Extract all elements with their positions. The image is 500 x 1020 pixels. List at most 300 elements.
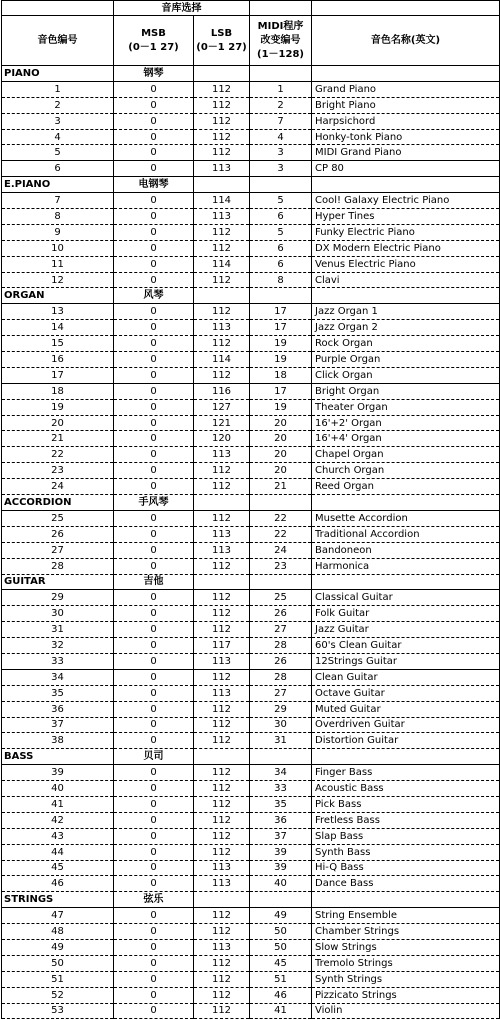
- program-change-value: 3: [250, 161, 312, 177]
- msb-value: 0: [114, 781, 194, 797]
- table-row: [2, 876, 500, 892]
- voice-name: 16'+4' Organ: [312, 431, 500, 447]
- msb-value: 0: [114, 812, 194, 828]
- lsb-value: 112: [194, 240, 250, 256]
- voice-name: Pick Bass: [312, 796, 500, 812]
- category-spacer: [312, 288, 500, 304]
- category-spacer: [194, 288, 250, 304]
- header-msb: MSB (0－1 27): [114, 16, 194, 66]
- program-change-value: 36: [250, 812, 312, 828]
- voice-number: 22: [2, 447, 114, 463]
- voice-name: Violin: [312, 1003, 500, 1019]
- lsb-value: 112: [194, 955, 250, 971]
- lsb-value: 112: [194, 606, 250, 622]
- category-name-cn: 钢琴: [114, 66, 194, 82]
- category-spacer: [312, 495, 500, 511]
- table-row: [2, 542, 500, 558]
- lsb-value: 112: [194, 828, 250, 844]
- table-body: [2, 66, 500, 1019]
- program-change-value: 50: [250, 924, 312, 940]
- voice-name: Dance Bass: [312, 876, 500, 892]
- program-change-value: 20: [250, 431, 312, 447]
- table-row: [2, 304, 500, 320]
- program-change-value: 40: [250, 876, 312, 892]
- program-change-value: 5: [250, 224, 312, 240]
- voice-name: CP 80: [312, 161, 500, 177]
- table-row: [2, 955, 500, 971]
- voice-name: Muted Guitar: [312, 701, 500, 717]
- msb-value: 0: [114, 558, 194, 574]
- voice-number: 19: [2, 399, 114, 415]
- voice-name: DX Modern Electric Piano: [312, 240, 500, 256]
- program-change-value: 41: [250, 1003, 312, 1019]
- voice-name: Chapel Organ: [312, 447, 500, 463]
- voice-number: 49: [2, 939, 114, 955]
- table-row: [2, 367, 500, 383]
- header-voice-name: 音色名称(英文): [312, 16, 500, 66]
- program-change-value: 22: [250, 526, 312, 542]
- lsb-value: 112: [194, 272, 250, 288]
- category-spacer: [250, 66, 312, 82]
- program-change-value: 27: [250, 622, 312, 638]
- voice-name: Jazz Organ 2: [312, 320, 500, 336]
- voice-number: 8: [2, 209, 114, 225]
- voice-name: Bright Piano: [312, 97, 500, 113]
- msb-value: 0: [114, 828, 194, 844]
- msb-value: 0: [114, 193, 194, 209]
- lsb-value: 114: [194, 352, 250, 368]
- voice-name: Clean Guitar: [312, 669, 500, 685]
- table-header: [2, 1, 500, 66]
- msb-value: 0: [114, 304, 194, 320]
- lsb-value: 113: [194, 939, 250, 955]
- voice-name: Cool! Galaxy Electric Piano: [312, 193, 500, 209]
- category-name: BASS: [2, 749, 114, 765]
- lsb-value: 112: [194, 463, 250, 479]
- category-name: GUITAR: [2, 574, 114, 590]
- table-row: [2, 129, 500, 145]
- voice-name: Pizzicato Strings: [312, 987, 500, 1003]
- voice-name: Hi-Q Bass: [312, 860, 500, 876]
- program-change-value: 19: [250, 336, 312, 352]
- table-row: [2, 908, 500, 924]
- category-name: ACCORDION: [2, 495, 114, 511]
- program-change-value: 25: [250, 590, 312, 606]
- program-change-value: 22: [250, 510, 312, 526]
- category-spacer: [194, 177, 250, 193]
- msb-value: 0: [114, 717, 194, 733]
- msb-value: 0: [114, 1003, 194, 1019]
- program-change-value: 33: [250, 781, 312, 797]
- table-row: [2, 987, 500, 1003]
- voice-number: 3: [2, 113, 114, 129]
- category-row: [2, 749, 500, 765]
- category-spacer: [250, 177, 312, 193]
- voice-name: Folk Guitar: [312, 606, 500, 622]
- msb-value: 0: [114, 733, 194, 749]
- table-row: [2, 765, 500, 781]
- voice-name: Synth Bass: [312, 844, 500, 860]
- lsb-value: 113: [194, 320, 250, 336]
- lsb-value: 112: [194, 908, 250, 924]
- table-row: [2, 81, 500, 97]
- table-row: [2, 479, 500, 495]
- voice-number: 4: [2, 129, 114, 145]
- program-change-value: 39: [250, 860, 312, 876]
- msb-value: 0: [114, 606, 194, 622]
- voice-number: 7: [2, 193, 114, 209]
- voice-name: Clavi: [312, 272, 500, 288]
- voice-number: 9: [2, 224, 114, 240]
- voice-name: Funky Electric Piano: [312, 224, 500, 240]
- table-row: [2, 971, 500, 987]
- table-row: [2, 638, 500, 654]
- header-spacer: [312, 1, 500, 16]
- program-change-value: 39: [250, 844, 312, 860]
- category-name-cn: 风琴: [114, 288, 194, 304]
- msb-value: 0: [114, 622, 194, 638]
- voice-number: 20: [2, 415, 114, 431]
- voice-list-table: [1, 0, 500, 1019]
- msb-value: 0: [114, 796, 194, 812]
- voice-name: Tremolo Strings: [312, 955, 500, 971]
- category-name: PIANO: [2, 66, 114, 82]
- program-change-value: 31: [250, 733, 312, 749]
- program-change-value: 2: [250, 97, 312, 113]
- category-spacer: [250, 495, 312, 511]
- voice-number: 47: [2, 908, 114, 924]
- voice-number: 34: [2, 669, 114, 685]
- lsb-value: 112: [194, 701, 250, 717]
- program-change-value: 51: [250, 971, 312, 987]
- program-change-value: 26: [250, 653, 312, 669]
- category-name: ORGAN: [2, 288, 114, 304]
- msb-value: 0: [114, 590, 194, 606]
- program-change-value: 28: [250, 669, 312, 685]
- program-change-value: 19: [250, 352, 312, 368]
- program-change-value: 26: [250, 606, 312, 622]
- program-change-value: 19: [250, 399, 312, 415]
- category-row: [2, 574, 500, 590]
- table-row: [2, 844, 500, 860]
- program-change-value: 20: [250, 447, 312, 463]
- msb-value: 0: [114, 161, 194, 177]
- table-row: [2, 590, 500, 606]
- program-change-value: 35: [250, 796, 312, 812]
- program-change-value: 6: [250, 256, 312, 272]
- program-change-value: 18: [250, 367, 312, 383]
- program-change-value: 34: [250, 765, 312, 781]
- header-program-change: MIDI程序 改变编号 (1－128): [250, 16, 312, 66]
- voice-number: 15: [2, 336, 114, 352]
- voice-number: 29: [2, 590, 114, 606]
- table-row: [2, 383, 500, 399]
- program-change-value: 1: [250, 81, 312, 97]
- program-change-value: 3: [250, 145, 312, 161]
- voice-name: Rock Organ: [312, 336, 500, 352]
- voice-name: Octave Guitar: [312, 685, 500, 701]
- lsb-value: 112: [194, 367, 250, 383]
- msb-value: 0: [114, 479, 194, 495]
- voice-number: 39: [2, 765, 114, 781]
- msb-value: 0: [114, 638, 194, 654]
- lsb-value: 112: [194, 590, 250, 606]
- msb-value: 0: [114, 939, 194, 955]
- voice-name: Slow Strings: [312, 939, 500, 955]
- voice-number: 2: [2, 97, 114, 113]
- voice-number: 33: [2, 653, 114, 669]
- category-spacer: [194, 574, 250, 590]
- voice-number: 25: [2, 510, 114, 526]
- program-change-value: 30: [250, 717, 312, 733]
- table-row: [2, 558, 500, 574]
- voice-number: 5: [2, 145, 114, 161]
- msb-value: 0: [114, 81, 194, 97]
- voice-name: Grand Piano: [312, 81, 500, 97]
- table-row: [2, 447, 500, 463]
- table-row: [2, 256, 500, 272]
- voice-number: 18: [2, 383, 114, 399]
- voice-number: 21: [2, 431, 114, 447]
- msb-value: 0: [114, 542, 194, 558]
- header-voice-number: 音色编号: [2, 16, 114, 66]
- voice-name: Reed Organ: [312, 479, 500, 495]
- lsb-value: 112: [194, 97, 250, 113]
- msb-value: 0: [114, 399, 194, 415]
- table-row: [2, 669, 500, 685]
- voice-name: Classical Guitar: [312, 590, 500, 606]
- program-change-value: 6: [250, 240, 312, 256]
- voice-name: MIDI Grand Piano: [312, 145, 500, 161]
- voice-number: 17: [2, 367, 114, 383]
- table-row: [2, 781, 500, 797]
- table-row: [2, 352, 500, 368]
- program-change-value: 27: [250, 685, 312, 701]
- lsb-value: 114: [194, 256, 250, 272]
- voice-number: 35: [2, 685, 114, 701]
- category-name-cn: 弦乐: [114, 892, 194, 908]
- lsb-value: 112: [194, 669, 250, 685]
- program-change-value: 45: [250, 955, 312, 971]
- table-row: [2, 336, 500, 352]
- voice-number: 14: [2, 320, 114, 336]
- category-spacer: [312, 749, 500, 765]
- msb-value: 0: [114, 987, 194, 1003]
- lsb-value: 113: [194, 161, 250, 177]
- lsb-value: 112: [194, 113, 250, 129]
- table-row: [2, 145, 500, 161]
- voice-name: Harpsichord: [312, 113, 500, 129]
- voice-name: Synth Strings: [312, 971, 500, 987]
- voice-number: 38: [2, 733, 114, 749]
- lsb-value: 113: [194, 209, 250, 225]
- category-spacer: [312, 177, 500, 193]
- msb-value: 0: [114, 256, 194, 272]
- lsb-value: 112: [194, 558, 250, 574]
- program-change-value: 46: [250, 987, 312, 1003]
- voice-number: 36: [2, 701, 114, 717]
- lsb-value: 112: [194, 479, 250, 495]
- voice-name: Bright Organ: [312, 383, 500, 399]
- msb-value: 0: [114, 971, 194, 987]
- msb-value: 0: [114, 653, 194, 669]
- voice-name: Slap Bass: [312, 828, 500, 844]
- category-name-cn: 手风琴: [114, 495, 194, 511]
- lsb-value: 120: [194, 431, 250, 447]
- voice-name: Traditional Accordion: [312, 526, 500, 542]
- lsb-value: 116: [194, 383, 250, 399]
- msb-value: 0: [114, 97, 194, 113]
- voice-name: Jazz Organ 1: [312, 304, 500, 320]
- voice-name: 12Strings Guitar: [312, 653, 500, 669]
- voice-number: 32: [2, 638, 114, 654]
- voice-name: Bandoneon: [312, 542, 500, 558]
- msb-value: 0: [114, 463, 194, 479]
- voice-number: 10: [2, 240, 114, 256]
- msb-value: 0: [114, 431, 194, 447]
- category-row: [2, 177, 500, 193]
- msb-value: 0: [114, 240, 194, 256]
- voice-name: 60's Clean Guitar: [312, 638, 500, 654]
- voice-number: 6: [2, 161, 114, 177]
- voice-name: Church Organ: [312, 463, 500, 479]
- program-change-value: 37: [250, 828, 312, 844]
- table-row: [2, 796, 500, 812]
- voice-number: 23: [2, 463, 114, 479]
- table-row: [2, 526, 500, 542]
- table-row: [2, 733, 500, 749]
- category-row: [2, 288, 500, 304]
- category-row: [2, 66, 500, 82]
- voice-number: 24: [2, 479, 114, 495]
- voice-number: 26: [2, 526, 114, 542]
- voice-number: 41: [2, 796, 114, 812]
- category-row: [2, 892, 500, 908]
- table-row: [2, 320, 500, 336]
- category-spacer: [250, 288, 312, 304]
- header-lsb: LSB (0－1 27): [194, 16, 250, 66]
- lsb-value: 112: [194, 733, 250, 749]
- program-change-value: 4: [250, 129, 312, 145]
- table-row: [2, 812, 500, 828]
- lsb-value: 112: [194, 224, 250, 240]
- category-spacer: [250, 749, 312, 765]
- voice-number: 44: [2, 844, 114, 860]
- lsb-value: 113: [194, 685, 250, 701]
- table-row: [2, 209, 500, 225]
- category-spacer: [194, 66, 250, 82]
- header-bank-select: 音库选择: [114, 1, 250, 16]
- table-row: [2, 193, 500, 209]
- voice-number: 51: [2, 971, 114, 987]
- voice-number: 46: [2, 876, 114, 892]
- lsb-value: 113: [194, 860, 250, 876]
- lsb-value: 112: [194, 987, 250, 1003]
- lsb-value: 113: [194, 653, 250, 669]
- table-row: [2, 240, 500, 256]
- msb-value: 0: [114, 336, 194, 352]
- voice-name: Finger Bass: [312, 765, 500, 781]
- voice-name: String Ensemble: [312, 908, 500, 924]
- voice-name: 16'+2' Organ: [312, 415, 500, 431]
- table-row: [2, 1003, 500, 1019]
- table-row: [2, 622, 500, 638]
- lsb-value: 112: [194, 844, 250, 860]
- lsb-value: 112: [194, 336, 250, 352]
- voice-number: 50: [2, 955, 114, 971]
- lsb-value: 112: [194, 304, 250, 320]
- table-row: [2, 653, 500, 669]
- msb-value: 0: [114, 383, 194, 399]
- lsb-value: 112: [194, 924, 250, 940]
- program-change-value: 7: [250, 113, 312, 129]
- voice-name: Harmonica: [312, 558, 500, 574]
- voice-name: Purple Organ: [312, 352, 500, 368]
- voice-number: 43: [2, 828, 114, 844]
- program-change-value: 17: [250, 383, 312, 399]
- voice-name: Click Organ: [312, 367, 500, 383]
- voice-number: 52: [2, 987, 114, 1003]
- voice-number: 40: [2, 781, 114, 797]
- voice-number: 13: [2, 304, 114, 320]
- msb-value: 0: [114, 669, 194, 685]
- table-row: [2, 224, 500, 240]
- msb-value: 0: [114, 145, 194, 161]
- msb-value: 0: [114, 844, 194, 860]
- category-spacer: [312, 66, 500, 82]
- voice-number: 1: [2, 81, 114, 97]
- table-row: [2, 415, 500, 431]
- voice-name: Chamber Strings: [312, 924, 500, 940]
- category-spacer: [312, 574, 500, 590]
- msb-value: 0: [114, 765, 194, 781]
- table-row: [2, 701, 500, 717]
- lsb-value: 112: [194, 145, 250, 161]
- table-row: [2, 717, 500, 733]
- msb-value: 0: [114, 224, 194, 240]
- msb-value: 0: [114, 415, 194, 431]
- category-name-cn: 贝司: [114, 749, 194, 765]
- table-row: [2, 97, 500, 113]
- category-spacer: [312, 892, 500, 908]
- voice-number: 27: [2, 542, 114, 558]
- lsb-value: 113: [194, 447, 250, 463]
- msb-value: 0: [114, 526, 194, 542]
- voice-number: 48: [2, 924, 114, 940]
- category-spacer: [250, 892, 312, 908]
- voice-number: 31: [2, 622, 114, 638]
- category-name-cn: 电钢琴: [114, 177, 194, 193]
- program-change-value: 21: [250, 479, 312, 495]
- lsb-value: 112: [194, 765, 250, 781]
- lsb-value: 112: [194, 1003, 250, 1019]
- msb-value: 0: [114, 685, 194, 701]
- msb-value: 0: [114, 367, 194, 383]
- program-change-value: 17: [250, 320, 312, 336]
- voice-name: Venus Electric Piano: [312, 256, 500, 272]
- msb-value: 0: [114, 113, 194, 129]
- msb-value: 0: [114, 447, 194, 463]
- table-row: [2, 272, 500, 288]
- voice-name: Theater Organ: [312, 399, 500, 415]
- msb-value: 0: [114, 924, 194, 940]
- msb-value: 0: [114, 876, 194, 892]
- msb-value: 0: [114, 701, 194, 717]
- program-change-value: 49: [250, 908, 312, 924]
- header-spacer: [250, 1, 312, 16]
- program-change-value: 50: [250, 939, 312, 955]
- lsb-value: 114: [194, 193, 250, 209]
